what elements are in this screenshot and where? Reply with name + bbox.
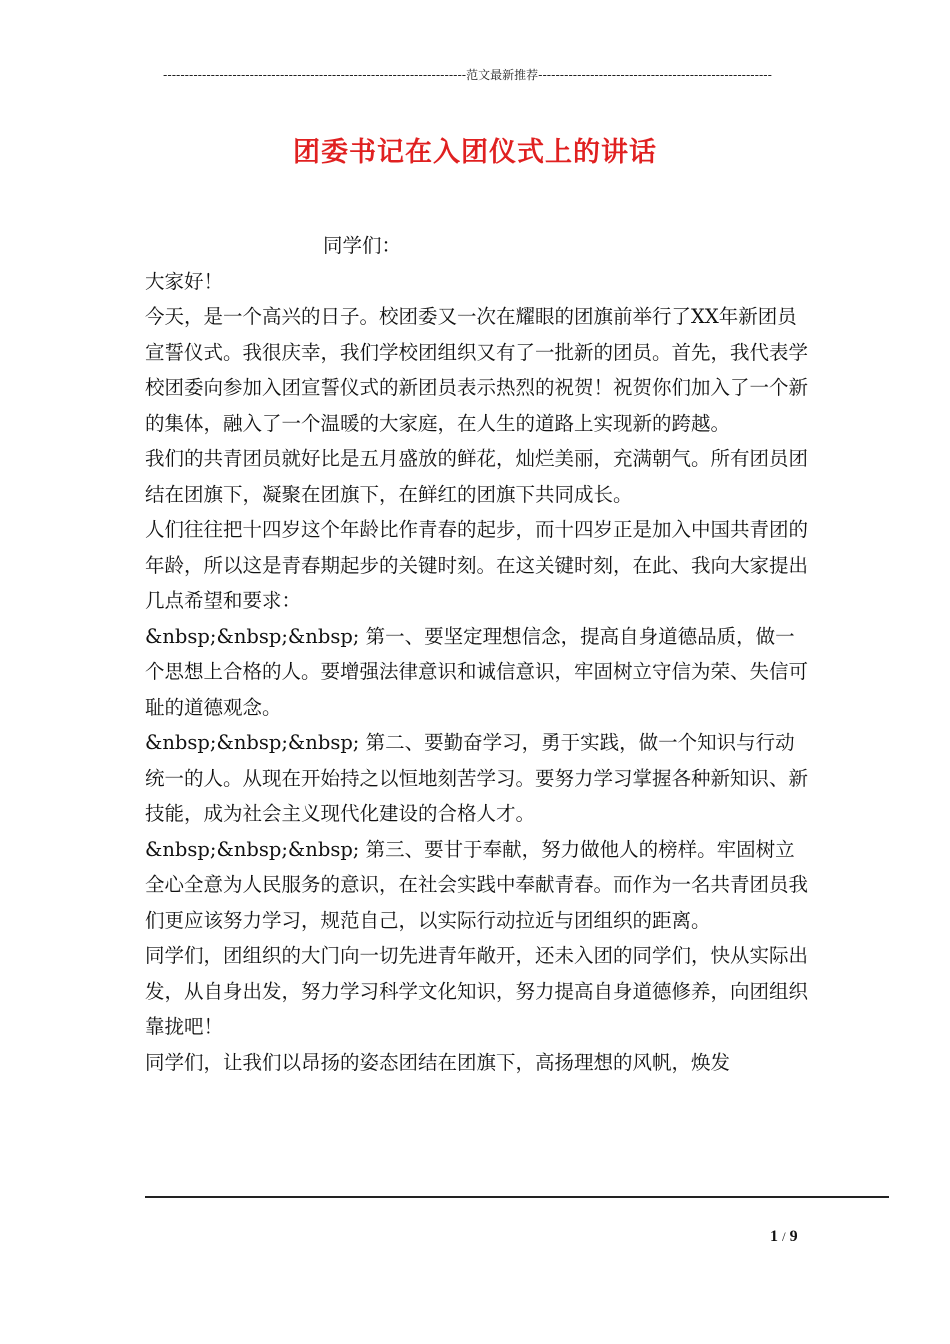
- page-number: [770, 1228, 798, 1246]
- paragraph: 同学们，团组织的大门向一切先进青年敞开，还未入团的同学们，快从实际出发，从自身出发，努力学习科学文化知识，努力提高自身道德修养，向团组织靠拢吧！: [145, 944, 809, 1038]
- page-header: ----------------------------------------------------------------------范文最新推荐------------------------------------------------------: [163, 68, 772, 82]
- page-current: 1: [770, 1228, 778, 1245]
- paragraph: 今天，是一个高兴的日子。校团委又一次在耀眼的团旗前举行了XX年新团员宣誓仪式。我很庆幸，我们学校团组织又有了一批新的团员。首先，我代表学校团委向参加入团宣誓仪式的新团员表示热烈的祝贺！祝贺你们加入了一个新的集体，融入了一个温暖的大家庭，在人生的道路上实现新的跨越。: [145, 305, 809, 435]
- salutation: 同学们：: [323, 234, 402, 257]
- page-total: 9: [789, 1228, 798, 1245]
- page-separator: /: [782, 1229, 786, 1244]
- paragraph: 大家好！: [145, 269, 224, 293]
- paragraph: &nbsp;&nbsp;&nbsp; 第一、要坚定理想信念，提高自身道德品质，做一个思想上合格的人。要增强法律意识和诚信意识，牢固树立守信为荣、失信可耻的道德观念。: [145, 624, 809, 719]
- document-title: 团委书记在入团仪式上的讲话: [293, 137, 657, 168]
- paragraph: 同学们，让我们以昂扬的姿态团结在团旗下，高扬理想的风帆，焕发: [145, 1050, 731, 1074]
- document-body: [145, 228, 813, 1080]
- paragraph: 我们的共青团员就好比是五月盛放的鲜花，灿烂美丽，充满朝气。所有团员团结在团旗下，凝聚在团旗下，在鲜红的团旗下共同成长。: [145, 447, 809, 506]
- paragraph: &nbsp;&nbsp;&nbsp; 第三、要甘于奉献，努力做他人的榜样。牢固树立全心全意为人民服务的意识，在社会实践中奉献青春。而作为一名共青团员我们更应该努力学习，规范自己，以实际行动拉近与团组织的距离。: [145, 837, 809, 932]
- footer-divider: [145, 1196, 889, 1198]
- paragraph: 人们往往把十四岁这个年龄比作青春的起步，而十四岁正是加入中国共青团的年龄，所以这是青春期起步的关键时刻。在这关键时刻，在此、我向大家提出几点希望和要求：: [145, 518, 809, 612]
- paragraph: &nbsp;&nbsp;&nbsp; 第二、要勤奋学习，勇于实践，做一个知识与行动统一的人。从现在开始持之以恒地刻苦学习。要努力学习掌握各种新知识、新技能，成为社会主义现代化建设的合格人才。: [145, 731, 809, 825]
